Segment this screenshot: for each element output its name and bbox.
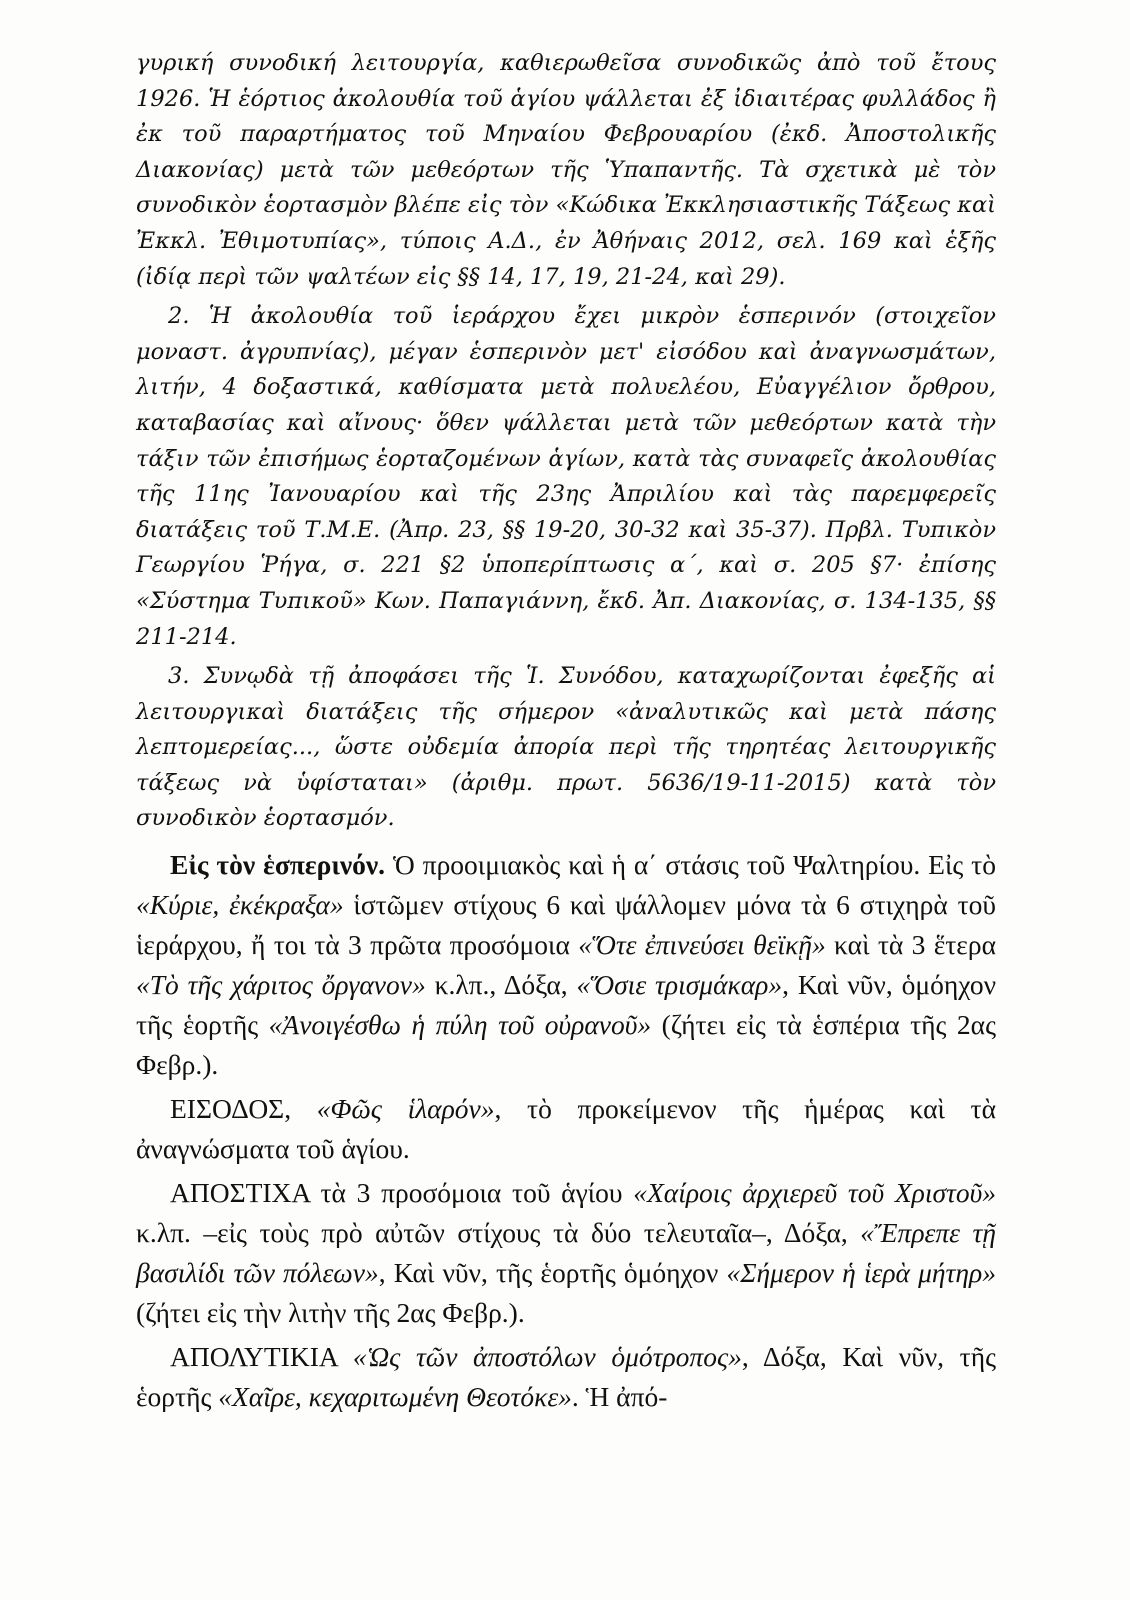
apolytikia-paragraph: ΑΠΟΛΥΤΙΚΙΑ «Ὡς τῶν ἀποστόλων ὁμότροπος», Δόξα, Καὶ νῦν, τῆς ἑορτῆς «Χαῖρε, κεχαριτωμένη Θεοτόκε». Ἡ ἀπό- (136, 1341, 997, 1413)
vespers-heading: Εἰς τὸν ἑσπερινόν. (170, 849, 386, 881)
entrance-paragraph: ΕΙΣΟΔΟΣ, «Φῶς ἱλαρόν», τὸ προκείμενον τῆς ἡμέρας καὶ τὰ ἀναγνώσματα τοῦ ἁγίου. (136, 1093, 996, 1165)
text-column (136, 46, 996, 1421)
aposticha-paragraph: ΑΠΟΣΤΙΧΑ τὰ 3 προσόμοια τοῦ ἁγίου «Χαίροις ἀρχιερεῦ τοῦ Χριστοῦ» κ.λπ. –εἰς τοὺς πρὸ αὐτῶν στίχους τὰ δύο τελευταῖα–, Δόξα, «Ἔπρεπε τῇ βασιλίδι τῶν πόλεων», Καὶ νῦν, τῆς ἑορτῆς ὁμόηχον «Σήμερον ἡ ἱερὰ μήτηρ» (ζήτει εἰς τὴν λιτὴν τῆς 2ας Φεβρ.). (136, 1177, 996, 1329)
vespers-paragraph: Εἰς τὸν ἑσπερινόν. Ὁ προοιμιακὸς καὶ ἡ α΄ στάσις τοῦ Ψαλτηρίου. Εἰς τὸ «Κύριε, ἐκέκραξα» ἱστῶμεν στίχους 6 καὶ ψάλλομεν μόνα τὰ 6 στιχηρὰ τοῦ ἱεράρχου, ἤ τοι τὰ 3 πρῶτα προσόμοια «Ὅτε ἐπινεύσει θεϊκῇ» καὶ τὰ 3 ἕτερα «Τὸ τῆς χάριτος ὄργανον» κ.λπ., Δόξα, «Ὅσιε τρισμάκαρ», Καὶ νῦν, ὁμόηχον τῆς ἑορτῆς «Ἀνοιγέσθω ἡ πύλη τοῦ οὐρανοῦ» (ζήτει εἰς τὰ ἑσπέρια τῆς 2ας Φεβρ.). (136, 849, 997, 1081)
footnote-3: 3. Συνῳδὰ τῇ ἀποφάσει τῆς Ἱ. Συνόδου, καταχωρίζονται ἐφεξῆς αἱ λειτουργικαὶ διατάξεις τῆς σήμερον «ἀναλυτικῶς καὶ μετὰ πάσης λεπτομερείας..., ὥστε οὐδεμία ἀπορία περὶ τῆς τηρητέας λειτουργικῆς τάξεως νὰ ὑφίσταται» (ἀριθμ. πρωτ. 5636/19-11-2015) κατὰ τὸν συνοδικὸν ἑορτασμόν. (136, 663, 996, 832)
footnote-2: 2. Ἡ ἀκολουθία τοῦ ἱεράρχου ἔχει μικρὸν ἑσπερινόν (στοιχεῖον μοναστ. ἀγρυπνίας), μέγαν ἑσπερινὸν μετ' εἰσόδου καὶ ἀναγνωσμάτων, λιτήν, 4 δοξαστικά, καθίσματα μετὰ πολυελέου, Εὐαγγέλιον ὄρθρου, καταβασίας καὶ αἴνους· ὅθεν ψάλλεται μετὰ τῶν μεθεόρτων κατὰ τὴν τάξιν τῶν ἐπισήμως ἑορταζομένων ἁγίων, κατὰ τὰς συναφεῖς ἀκολουθίας τῆς 11ης Ἰανουαρίου καὶ τῆς 23ης Ἀπριλίου καὶ τὰς παρεμφερεῖς διατάξεις τοῦ Τ.Μ.Ε. (Ἀπρ. 23, §§ 19-20, 30-32 καὶ 35-37). Πρβλ. Τυπικὸν Γεωργίου Ῥήγα, σ. 221 §2 ὑποπερίπτωσις α΄, καὶ σ. 205 §7· ἐπίσης «Σύστημα Τυπικοῦ» Κων. Παπαγιάννη, ἔκδ. Ἀπ. Διακονίας, σ. 134-135, §§ 211-214. (136, 303, 996, 650)
footnote-1-continued: γυρική συνοδική λειτουργία, καθιερωθεῖσα συνοδικῶς ἀπὸ τοῦ ἔτους 1926. Ἡ ἑόρτιος ἀκολουθία τοῦ ἁγίου ψάλλεται ἐξ ἰδιαιτέρας φυλλάδος ἢ ἐκ τοῦ παραρτήματος τοῦ Μηναίου Φεβρουαρίου (ἐκδ. Ἀποστολικῆς Διακονίας) μετὰ τῶν μεθεόρτων τῆς Ὑπαπαντῆς. Τὰ σχετικὰ μὲ τὸν συνοδικὸν ἑορτασμὸν βλέπε εἰς τὸν «Κώδικα Ἐκκλησιαστικῆς Τάξεως καὶ Ἐκκλ. Ἐθιμοτυπίας», τύποις Α.Δ., ἐν Ἀθήναις 2012, σελ. 169 καὶ ἑξῆς (ἰδίᾳ περὶ τῶν ψαλτέων εἰς §§ 14, 17, 19, 21-24, καὶ 29). (136, 50, 996, 290)
footnotes (136, 46, 996, 837)
main-text (136, 845, 996, 1417)
